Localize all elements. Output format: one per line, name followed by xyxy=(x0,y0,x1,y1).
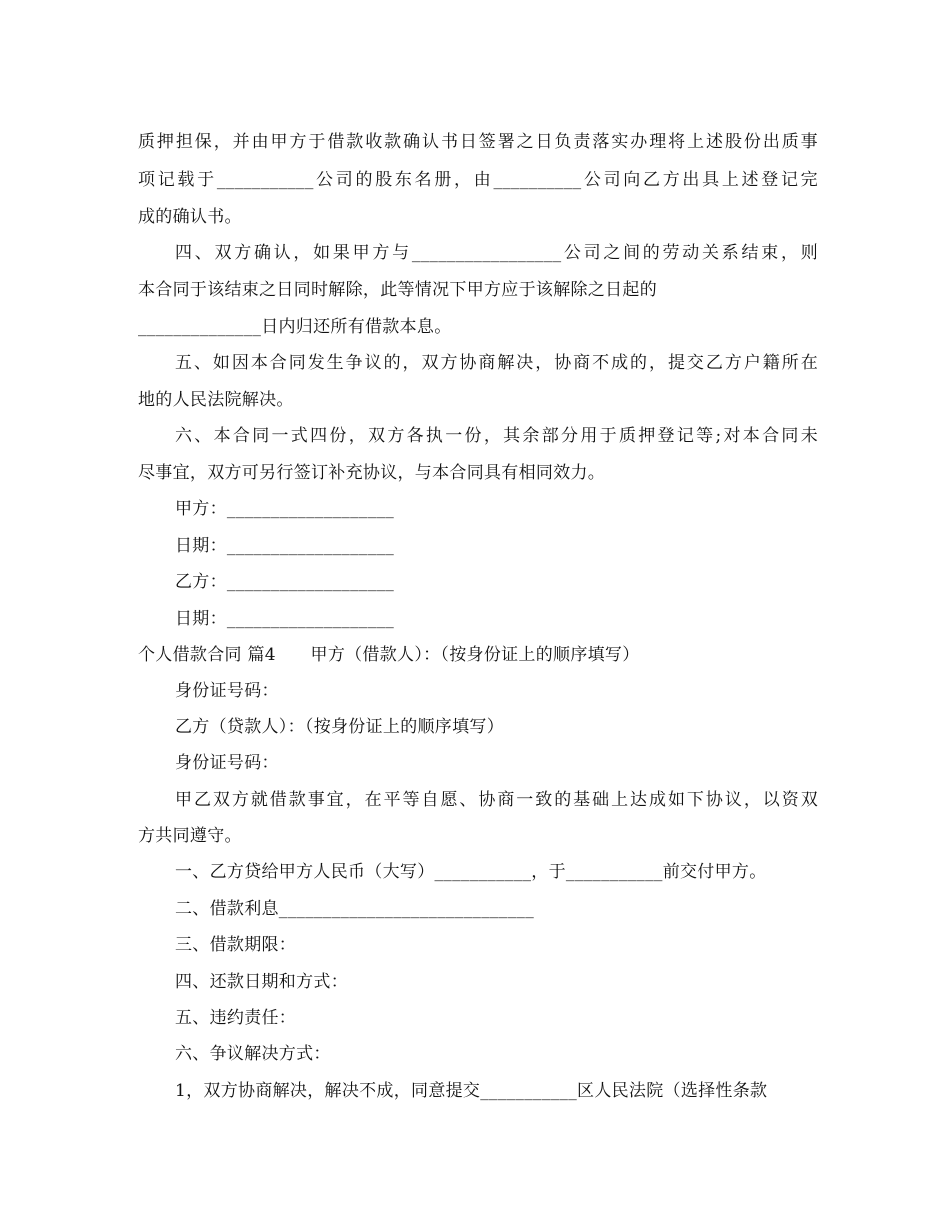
agreement-intro-line: 甲乙双方就借款事宜，在平等自愿、协商一致的基础上达成如下协议，以资双 xyxy=(175,790,818,810)
id-number-line: 身份证号码： xyxy=(175,753,279,773)
clause-four-line: 四、双方确认，如果甲方与_________________公司之间的劳动关系结束，则 xyxy=(175,243,818,263)
body-text-line: ______________日内归还所有借款本息。 xyxy=(138,317,452,337)
body-text-line: 项记载于___________公司的股东名册，由__________公司向乙方出具上述登记完 xyxy=(138,170,818,190)
loan-term-line: 三、借款期限： xyxy=(175,935,297,955)
body-text-line: 成的确认书。 xyxy=(138,207,242,227)
body-text-line: 地的人民法院解决。 xyxy=(138,390,294,410)
clause-five-line: 五、如因本合同发生争议的，双方协商解决，协商不成的，提交乙方户籍所在 xyxy=(175,353,818,373)
party-a-date-line: 日期：___________________ xyxy=(175,536,395,556)
body-text-line: 尽事宜，双方可另行签订补充协议，与本合同具有相同效力。 xyxy=(138,463,606,483)
interest-line: 二、借款利息_____________________________ xyxy=(175,899,534,919)
party-b-date-line: 日期：___________________ xyxy=(175,609,395,629)
dispute-line: 六、争议解决方式： xyxy=(175,1044,331,1064)
body-text-line: 方共同遵守。 xyxy=(138,826,242,846)
repayment-line: 四、还款日期和方式： xyxy=(175,972,348,992)
party-a-signature-line: 甲方：___________________ xyxy=(175,499,395,519)
breach-line: 五、违约责任： xyxy=(175,1008,297,1028)
id-number-line: 身份证号码： xyxy=(175,681,279,701)
body-text-line: 本合同于该结束之日同时解除，此等情况下甲方应于该解除之日起的 xyxy=(138,280,657,300)
section-heading-line: 个人借款合同 篇4 甲方（借款人）：（按身份证上的顺序填写） xyxy=(138,645,640,665)
lender-line: 乙方（贷款人）：（按身份证上的顺序填写） xyxy=(175,717,504,737)
clause-six-line: 六、本合同一式四份，双方各执一份，其余部分用于质押登记等;对本合同未 xyxy=(175,426,818,446)
dispute-option-line: 1，双方协商解决，解决不成，同意提交___________区人民法院（选择性条款 xyxy=(175,1081,768,1101)
body-text-line: 质押担保，并由甲方于借款收款确认书日签署之日负责落实办理将上述股份出质事 xyxy=(138,132,818,152)
party-b-signature-line: 乙方：___________________ xyxy=(175,572,395,592)
loan-amount-line: 一、乙方贷给甲方人民币（大写）___________，于___________前交付甲方。 xyxy=(175,862,767,882)
